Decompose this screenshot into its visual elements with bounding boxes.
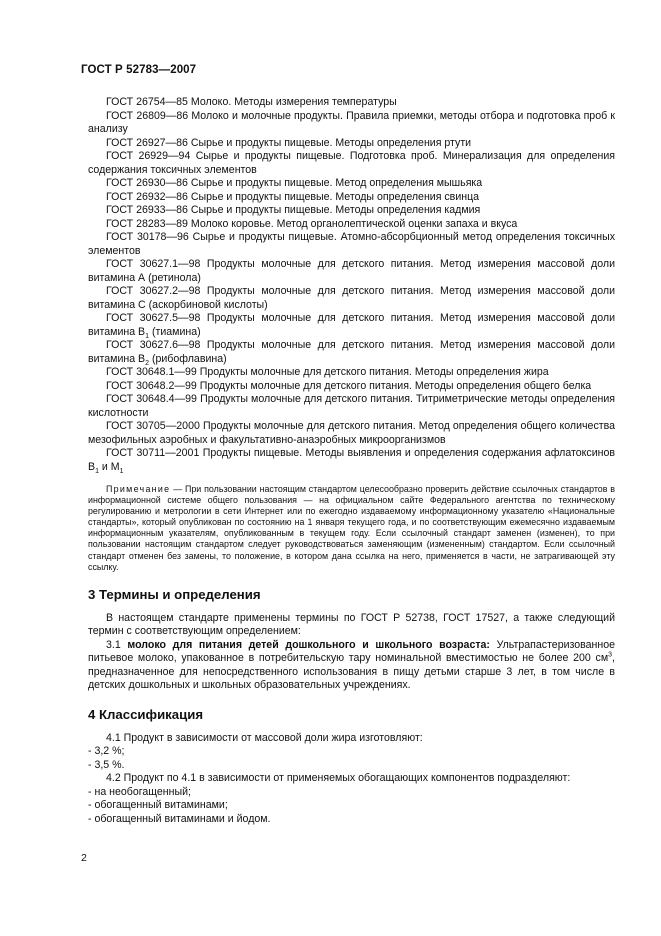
- reference-item: [88, 420, 615, 447]
- reference-item: [88, 177, 615, 191]
- reference-list: [88, 96, 615, 474]
- reference-subscript: 1: [119, 467, 124, 475]
- term-definition-b: , предназначенное для непосредственного использования в пищу детьми старше 3 лет, в том числе в детских дошкольных и школьных образовательных учреждениях.: [88, 652, 615, 692]
- reference-item: [88, 191, 615, 205]
- reference-item: [88, 339, 615, 366]
- reference-title: Продукты молочные для детского питания. Метод измерения массовой доли витамина В: [88, 339, 615, 365]
- term-number: 3.1: [106, 638, 121, 651]
- reference-item: [88, 312, 615, 339]
- reference-item: [88, 150, 615, 177]
- reference-title: Продукты пищевые. Методы выявления и определения содержания афлатоксинов В: [88, 447, 615, 473]
- reference-title-tail: (рибофлавина): [149, 352, 227, 365]
- reference-title: Продукты молочные для детского питания. Метод определения общего количества мезофильных аэробных и факультативно-анаэробных микроорганизмов: [88, 420, 615, 446]
- reference-title: Сырье и продукты пищевые. Методы определения свинца: [190, 190, 480, 203]
- term-definition-sup: 3: [608, 651, 613, 659]
- reference-code: ГОСТ 30711—2001: [106, 447, 200, 459]
- reference-code: ГОСТ 30648.1—99: [106, 366, 197, 378]
- reference-title-tail: (тиамина): [149, 325, 201, 338]
- reference-item: [88, 110, 615, 137]
- reference-item: [88, 366, 615, 380]
- reference-item: [88, 285, 615, 312]
- note-paragraph: [88, 484, 615, 573]
- reference-item: [88, 231, 615, 258]
- reference-item: [88, 218, 615, 232]
- reference-title: Молоко и молочные продукты. Правила приемки, методы отбора и подготовка проб к анализу: [88, 109, 615, 135]
- reference-code: ГОСТ 30627.5—98: [106, 312, 201, 324]
- reference-title: Продукты молочные для детского питания. Метод измерения массовой доли витамина В: [88, 312, 615, 338]
- reference-code: ГОСТ 26809—86: [106, 109, 189, 122]
- note-text: — При пользовании настоящим стандартом целесообразно проверить действие ссылочных стандартов в информационной системе общего пользования — на официальном сайте Федерального агентства по техническому регулированию и метрологии в сети Интернет или по ежегодно издаваемому информационному указателю «Национальные стандарты», который опубликован по состоянию на 1 января текущего года, и по соответствующим ежемесячно издаваемым информационным указателям, опубликованным в текущем году. Если ссылочный стандарт заменен (изменен), то при пользовании настоящим стандартом следует руководствоваться заменяющим (измененным) стандартом. Если ссылочный стандарт отменен без замены, то положение, в котором дана ссылка на него, применяется в части, не затрагивающей эту ссылку.: [88, 484, 616, 572]
- reference-title: Продукты молочные для детского питания. Методы определения общего белка: [199, 379, 592, 392]
- reference-title: Сырье и продукты пищевые. Методы определения ртути: [190, 136, 472, 149]
- reference-code: ГОСТ 26930—86: [106, 177, 188, 189]
- section-3-intro: В настоящем стандарте применены термины по ГОСТ Р 52738, ГОСТ 17527, а также следующий термин с соответствующим определением:: [88, 611, 615, 638]
- clause-4-1: 4.1 Продукт в зависимости от массовой доли жира изготовляют:: [106, 731, 423, 744]
- reference-title: Молоко. Методы измерения температуры: [190, 96, 397, 108]
- term-definition-a: Ультрапастеризованное питьевое молоко, упакованное в потребительскую тару номинальной вместимостью не более 200 см: [88, 638, 616, 665]
- section-3-title: 3 Термины и определения: [88, 586, 261, 602]
- term-name: молоко для питания детей дошкольного и школьного возраста:: [127, 638, 490, 651]
- term-definition: [88, 639, 615, 693]
- reference-code: ГОСТ 30178—96: [106, 231, 189, 243]
- reference-title: Сырье и продукты пищевые. Метод определения мышьяка: [190, 177, 483, 189]
- reference-item: [88, 393, 615, 420]
- reference-subscript: 1: [145, 332, 150, 340]
- reference-code: ГОСТ 30648.2—99: [106, 379, 197, 392]
- reference-title-tail: и М: [98, 460, 120, 473]
- reference-code: ГОСТ 28283—89: [106, 217, 188, 230]
- reference-item: [88, 96, 615, 110]
- list-item-type-2: - обогащенный витаминами;: [88, 799, 228, 812]
- reference-code: ГОСТ 26927—86: [106, 136, 188, 149]
- reference-item: [88, 137, 615, 151]
- reference-title: Продукты молочные для детского питания. Метод измерения массовой доли витамина А (ретинола): [88, 258, 615, 284]
- reference-item: [88, 258, 615, 285]
- reference-code: ГОСТ 30627.1—98: [106, 258, 201, 270]
- list-item-fat-2: - 3,5 %.: [88, 758, 125, 771]
- reference-title: Сырье и продукты пищевые. Атомно-абсорбционный метод определения токсичных элементов: [88, 231, 615, 257]
- reference-code: ГОСТ 26932—86: [106, 190, 188, 203]
- list-item-type-1: - на необогащенный;: [88, 785, 191, 798]
- reference-item: [88, 380, 615, 394]
- reference-item: [88, 447, 615, 474]
- list-item-fat-1: - 3,2 %;: [88, 745, 125, 758]
- document-body: [88, 96, 615, 826]
- reference-title: Продукты молочные для детского питания. Титриметрические методы определения кислотности: [88, 393, 616, 419]
- reference-title: Продукты молочные для детского питания. Методы определения жира: [199, 366, 549, 378]
- reference-code: ГОСТ 30648.4—99: [106, 393, 197, 405]
- reference-title: Молоко коровье. Метод органолептической оценки запаха и вкуса: [190, 217, 518, 230]
- reference-code: ГОСТ 26929—94: [106, 150, 191, 162]
- clause-4-2: 4.2 Продукт по 4.1 в зависимости от применяемых обогащающих компонентов подразделяют:: [106, 772, 571, 785]
- list-item-type-3: - обогащенный витаминами и йодом.: [88, 812, 271, 825]
- reference-title: Сырье и продукты пищевые. Методы определения кадмия: [190, 204, 481, 216]
- reference-title: Сырье и продукты пищевые. Подготовка проб. Минерализация для определения содержания токсичных элементов: [88, 150, 615, 176]
- section-4-title: 4 Классификация: [88, 706, 204, 722]
- reference-code: ГОСТ 26933—86: [106, 204, 188, 216]
- document-header: ГОСТ Р 52783—2007: [81, 64, 197, 76]
- reference-item: [88, 204, 615, 218]
- page-number: 2: [81, 852, 87, 864]
- reference-code: ГОСТ 26754—85: [106, 96, 188, 108]
- reference-title: Продукты молочные для детского питания. Метод измерения массовой доли витамина С (аскорбиновой кислоты): [88, 285, 615, 311]
- reference-code: ГОСТ 30705—2000: [106, 420, 200, 432]
- reference-subscript: 1: [95, 467, 99, 475]
- note-label: Примечание: [106, 484, 171, 494]
- reference-subscript: 2: [145, 359, 150, 367]
- reference-code: ГОСТ 30627.2—98: [106, 285, 201, 297]
- reference-code: ГОСТ 30627.6—98: [106, 339, 201, 351]
